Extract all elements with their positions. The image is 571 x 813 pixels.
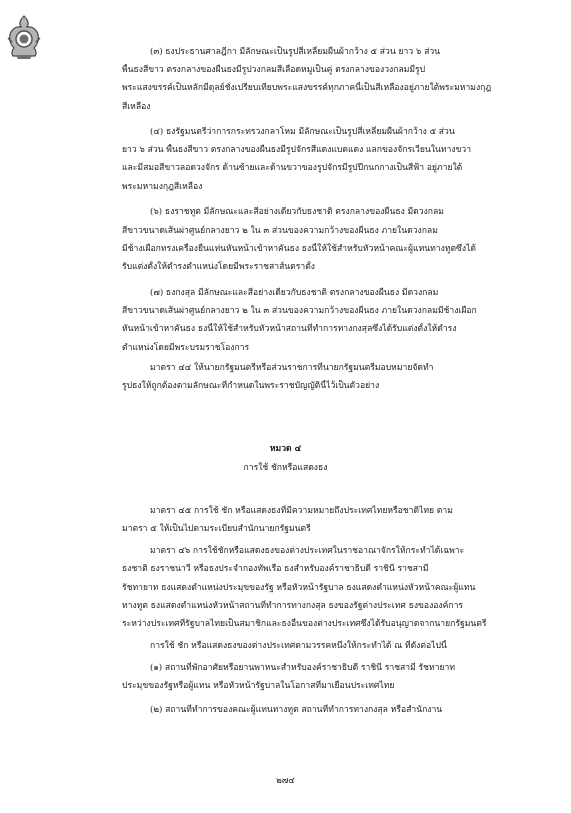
text-line: (๔) ธงรัฐมนตรีว่าการกระทรวงกลาโหม มีลักษณะเป็นรูปสี่เหลี่ยมผืนผ้ากว้าง ๕ ส่วน	[150, 127, 455, 137]
text-line: ธงชาติ ธงราชนาวี หรือธงประจำกองทัพเรือ ธงสำหรับองค์ราชาธิบดี ราชินี ราชสามี	[122, 564, 429, 574]
text-line: มีช้างเผือกทรงเครื่องยืนแท่นหันหน้าเข้าหาคันธง ธงนี้ให้ใช้สำหรับหัวหน้าคณะผู้แทนทางทูตซึ่งได้	[122, 244, 476, 254]
page-number: ๒๗๔	[276, 776, 295, 786]
text-line: ประมุขของรัฐหรือผู้แทน หรือหัวหน้ารัฐบาลในโอกาสที่มาเยือนประเทศไทย	[122, 681, 395, 691]
text-line: (๖) ธงราชทูต มีลักษณะและสีอย่างเดียวกับธงชาติ ตรงกลางของผืนธง มีดวงกลม	[150, 207, 444, 217]
text-line: หันหน้าเข้าหาคันธง ธงนี้ให้ใช้สำหรับหัวหน้าสถานที่ทำการทางกงสุลซึ่งได้รับแต่งตั้งให้ดำรง	[122, 324, 457, 334]
garuda-seal-icon	[6, 14, 42, 60]
text-line: สีขาวขนาดเส้นผ่าศูนย์กลางยาว ๒ ใน ๓ ส่วนของความกว้างของผืนธง ภายในดวงกลม	[122, 226, 438, 236]
text-line: พระแสงขรรค์เป็นหลักมีดุลย์ชั่งเปรียบเทียบพระแสงขรรค์ทุกภาคนี้เป็นสีเหลืองอยู่ภายใต้พระมหามงกุฎ	[122, 83, 492, 93]
section-46-heading-line: มาตรา ๔๖ การใช้ชักหรือแสดงธงของต่างประเทศในราชอาณาจักรให้กระทำได้เฉพาะ	[150, 546, 465, 556]
chapter-subtitle: การใช้ ชักหรือแสดงธง	[243, 463, 328, 473]
text-line: (๑) สถานที่พักอาศัยหรือยานพาหนะสำหรับองค์ราชาธิบดี ราชินี ราชสามี รัชทายาท	[150, 663, 455, 673]
text-line: รับแต่งตั้งให้ดำรงตำแหน่งโดยมีพระราชสาส์นตราตั้ง	[122, 262, 315, 272]
text-line: มาตรา ๕ ให้เป็นไปตามระเบียบสำนักนายกรัฐมนตรี	[122, 524, 311, 534]
text-line: สีเหลือง	[122, 102, 151, 112]
text-line: พระมหามงกุฎสีเหลือง	[122, 182, 203, 192]
text-line: ระหว่างประเทศที่รัฐบาลไทยเป็นสมาชิกและธงอื่นของต่างประเทศซึ่งได้รับอนุญาตจากนายกรัฐมนตรี	[122, 619, 487, 629]
text-line: การใช้ ชัก หรือแสดงธงของต่างประเทศตามวรรคหนึ่งให้กระทำได้ ณ ที่ดังต่อไปนี้	[150, 641, 447, 651]
text-line: (๓) ธงประธานศาลฎีกา มีลักษณะเป็นรูปสี่เหลี่ยมผืนผ้ากว้าง ๕ ส่วน ยาว ๖ ส่วน	[150, 47, 441, 57]
chapter-title: หมวด ๔	[269, 444, 302, 454]
text-line: รัชทายาท ธงแสดงตำแหน่งประมุขของรัฐ หรือหัวหน้ารัฐบาล ธงแสดงตำแหน่งหัวหน้าคณะผู้แทน	[122, 583, 476, 593]
text-line: พื้นธงสีขาว ตรงกลางของผืนธงมีรูปวงกลมสีเลือดหมูเป็นคู่ ตรงกลางของวงกลมมีรูป	[122, 65, 426, 75]
section-45-heading-line: มาตรา ๔๕ การใช้ ชัก หรือแสดงธงที่มีความหมายถึงประเทศไทยหรือชาติไทย ตาม	[150, 506, 453, 516]
text-line: สีขาวขนาดเส้นผ่าศูนย์กลางยาว ๒ ใน ๓ ส่วนของความกว้างของผืนธง ภายในดวงกลมมีช้างเผือก	[122, 306, 477, 316]
text-line: ทางทูต ธงแสดงตำแหน่งหัวหน้าสถานที่ทำการทางกงสุล ธงของรัฐต่างประเทศ ธงขององค์การ	[122, 601, 464, 611]
text-line: รูปธงให้ถูกต้องตามลักษณะที่กำหนดในพระราชบัญญัตินี้ไว้เป็นตัวอย่าง	[122, 381, 380, 391]
text-line: ตำแหน่งโดยมีพระบรมราชโองการ	[122, 343, 250, 353]
text-line: (๒) สถานที่ทำการของคณะผู้แทนทางทูต สถานที่ทำการทางกงสุล หรือสำนักงาน	[150, 705, 443, 715]
section-44-heading-line: มาตรา ๔๔ ให้นายกรัฐมนตรีหรือส่วนราชการที่นายกรัฐมนตรีมอบหมายจัดทำ	[150, 363, 434, 373]
text-line: ยาว ๖ ส่วน พื้นธงสีขาว ตรงกลางของผืนธงมีรูปจักรสีแดงแบดแดง แลกของจักรเวียนในทางขวา	[122, 145, 472, 155]
text-line: และมีสมอสีขาวลอดวงจักร ด้านซ้ายและด้านขวาของรูปจักรมีรูปปีกนกกางเป็นสีฟ้า อยู่ภายใต้	[122, 163, 463, 173]
text-line: (๗) ธงกงสุล มีลักษณะและสีอย่างเดียวกับธงชาติ ตรงกลางของผืนธง มีดวงกลม	[150, 288, 439, 298]
